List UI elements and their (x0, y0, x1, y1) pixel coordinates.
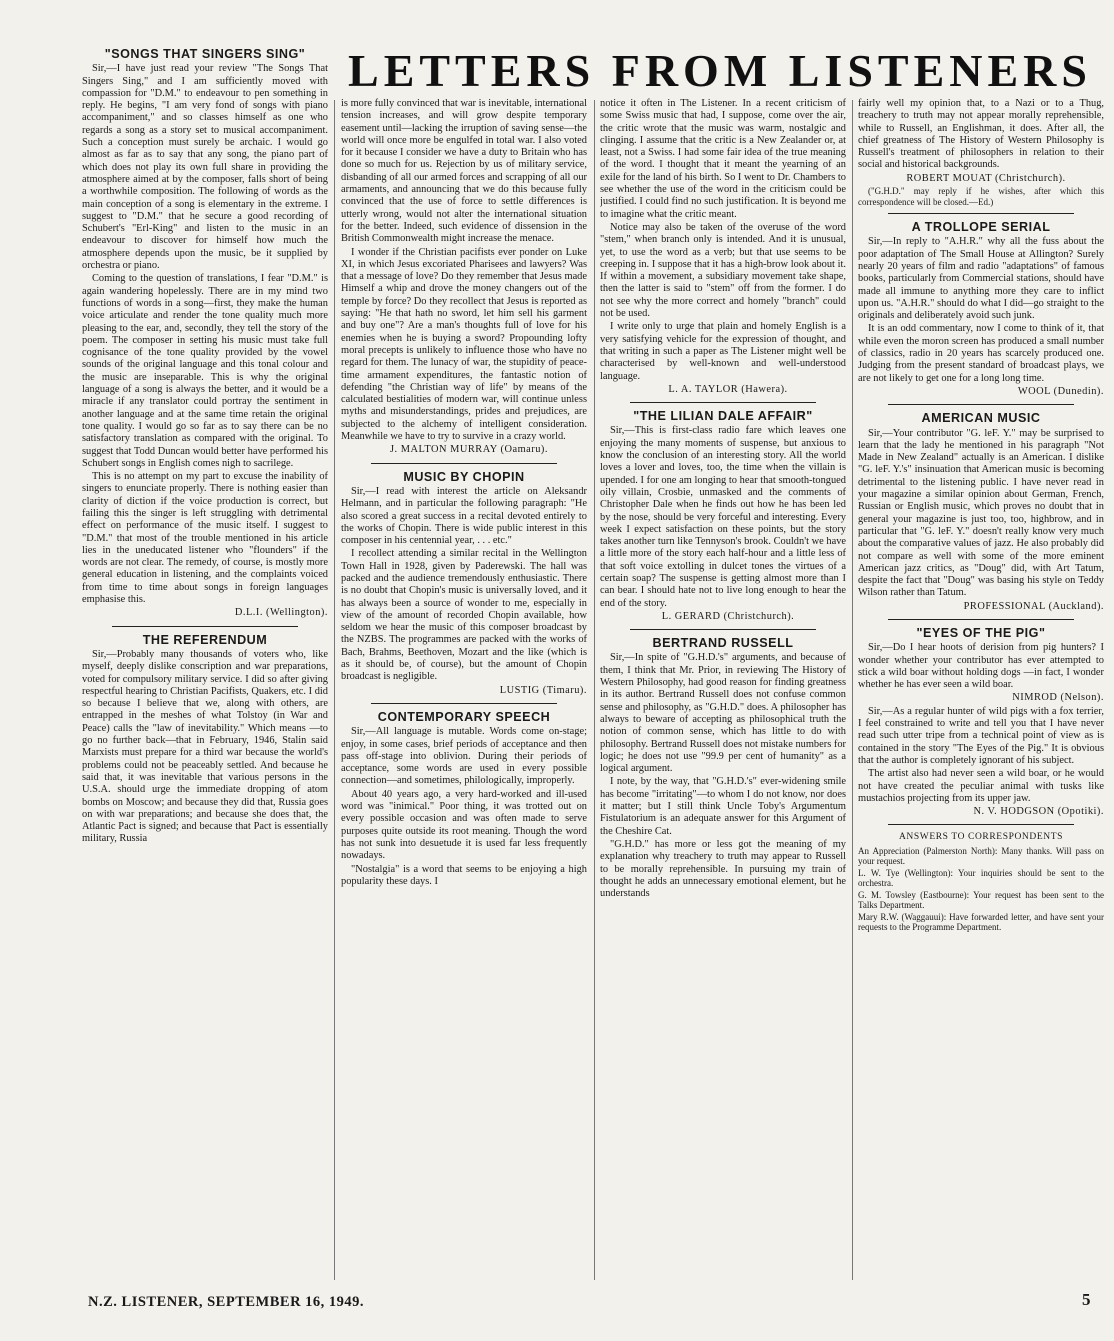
letter-paragraph: Sir,—As a regular hunter of wild pigs with a fox terrier, I feel constrained to write and tell you that I have never read such utter tripe from a technical point of view as is contained in the story "The Eyes of the Pig." It is obvious that the author is completely ignorant of his subject. (858, 705, 1104, 766)
column-3 (600, 98, 846, 1286)
section-rule (630, 629, 816, 630)
footer-issue-date: N.Z. LISTENER, SEPTEMBER 16, 1949. (88, 1294, 365, 1310)
letter-paragraph: I note, by the way, that "G.H.D.'s" ever-widening smile has become "irritating"—to whom I do not know, nor does it matter; but I still think Uncle Toby's Argumentum Fistulatorium is an adequate answer for this Argument of the Cheshire Cat. (600, 776, 846, 837)
letter-heading: CONTEMPORARY SPEECH (377, 709, 551, 724)
letter-signature: LUSTIG (Timaru). (499, 684, 587, 696)
column-divider (334, 100, 335, 1280)
answers-heading: ANSWERS TO CORRESPONDENTS (898, 832, 1064, 843)
answer-item: Mary R.W. (Waggauui): Have forwarded letter, and have sent your requests to the Programme Department. (858, 911, 1104, 933)
answer-item: G. M. Towsley (Eastbourne): Your request has been sent to the Talks Department. (858, 889, 1104, 911)
answer-item: L. W. Tye (Wellington): Your inquiries should be sent to the orchestra. (858, 867, 1104, 889)
letter-paragraph: I write only to urge that plain and homely English is a very satisfying vehicle for the expression of thought, and that writing in such a paper as The Listener might well be characterised by well-known and well-understood language. (600, 321, 846, 382)
letter-paragraph: I wonder if the Christian pacifists ever ponder on Luke XI, in which Jesus excoriated Pharisees and lawyers? Was that a message of love? Do they remember that Jesus made Himself a whip and drove the money changers out of the temple by force? Do they recollect that Jesus is reported as saying: "He that hath no sword, let him sell his garment and buy one"? Are a man's thoughts full of love for his enemies when he is buying a sword? Propounding lofty moral precepts is unlikely to influence those who have no regard for them. The lunacy of war, the stupidity of peace-time armament expenditures, the fantastic notion of defending "the Christian way of life" by means of the calculated bestialities of modern war, will continue unless myths and misunderstandings, prides and prejudices, are subjected to the alchemy of intelligent consideration. Meanwhile we have to try to survive in a crazy world. (341, 246, 587, 443)
letter-heading: BERTRAND RUSSELL (652, 636, 794, 651)
column-divider (594, 100, 595, 1280)
section-rule (630, 402, 816, 403)
section-rule (888, 619, 1074, 620)
letter-paragraph: Sir,—In spite of "G.H.D.'s" arguments, and because of them, I think that Mr. Prior, in reviewing The History of Western Philosophy, had good reason for finding greatness in its author. Bertrand Russell does not confuse common sense and philosophy, as "G.H.D." does. A philosopher has always to beware of accepting as philosophical truth the notion of common sense, which has little to do with philosophy. Bertrand Russell does not mistake numbers for logic; he does not use "99.9 per cent of humanity" as a logical argument. (600, 652, 846, 775)
letter-paragraph: Sir,—Your contributor "G. leF. Y." may be surprised to learn that the lady he mentioned in his paragraph "Not Made in New Zealand" actually is an American. I dislike "G. leF. Y.'s" insinuation that American music is becoming detrimental to the listening public. I have never read in your magazine a similar opinion about German, French, Russian or English music, which proves no doubt that in general your magazine is just too, too, highbrow, and in particular that "G. leF. Y." doesn't really know very much about the comparative values of jazz. He also probably did not compare as well with some of the more eminent American jazz critics, as "Doug" did, with Art Tatum, despite the fact that "Doug" was basing his style on Teddy Wilson rather than Tatum. (858, 427, 1104, 599)
letter-paragraph: Notice may also be taken of the overuse of the word "stem," when branch only is intended. And it is unusual, yet, to use the word as a verb; but that use seems to be creeping in. I suppose that it has a high-brow look about it. If within a movement, a subsidiary movement take shape, then the latter is said to "stem" off from the former. I do not see why the more correct and homely "branch" could not be used. (600, 221, 846, 320)
letter-signature: N. V. HODGSON (Opotiki). (973, 806, 1104, 818)
answer-item: An Appreciation (Palmerston North): Many thanks. Will pass on your request. (858, 845, 1104, 867)
letter-heading: "EYES OF THE PIG" (916, 625, 1046, 640)
letter-paragraph: I recollect attending a similar recital in the Wellington Town Hall in 1928, given by Paderewski. The hall was packed and the audience tremendously enthusiastic. There is no doubt that Chopin's music is universally loved, and it has always been a source of wonder to me, especially in view of the amount of recorded Chopin available, how seldom we hear the music of this composer broadcast by the NZBS. The programmes are packed with the works of Bach, Brahms, Beethoven, Mozart and the like (which is as it should be, of course), but the amount of Chopin broadcast is negligible. (341, 548, 587, 683)
letter-paragraph: Sir,—All language is mutable. Words come on-stage; enjoy, in some cases, brief periods of acceptance and then pass off-stage into oblivion. During their periods of acceptance, some words are used in every possible connection—and sometimes, philologically, improperly. (341, 726, 587, 787)
letter-paragraph: "Nostalgia" is a word that seems to be enjoying a high popularity these days. I (341, 863, 587, 887)
letter-paragraph: fairly well my opinion that, to a Nazi or to a Thug, treachery to truth may not appear morally reprehensible, while to Russell, an Englishman, it does. After all, the chief greatness of The History of Western Philosophy is Russell's treatment of philosophers in relation to their social and historical backgrounds. (858, 98, 1104, 171)
letter-paragraph: Sir,—This is first-class radio fare which leaves one enjoying the many moments of suspense, but anxious to know the conclusion of an interesting story. All the world loves a lover and loves, too, the time when the villain is upended. I for one am longing to hear that smooth-tongued oily villain, Crosbie, unmasked and the comments of Christopher Dale when he finds out how he has been led by the nose, should be very forceful and interesting. Every week I expect satisfaction on these points, but the story takes another turn like Tennyson's brook. Couldn't we have a little more of the story each half-hour and a little less of that soft voice extolling in dulcet tones the virtues of a certain soap? The suspense is getting almost more than I can bear. I should hate not to live long enough to hear the end of the story. (600, 425, 846, 609)
letter-paragraph: Sir,—In reply to "A.H.R." why all the fuss about the poor adaptation of The Small House at Allington? Surely nearly 20 years of film and radio "adaptations" of famous books, particularly from Commercial stations, should have made all immune to anything more they care to inflict upon us. "A.H.R." should do what I did—go straight to the originals and deliberately avoid such junk. (858, 236, 1104, 322)
column-2 (341, 98, 587, 1286)
letter-heading: MUSIC BY CHOPIN (403, 469, 525, 484)
masthead-title: LETTERS FROM LISTENERS (348, 45, 1092, 96)
letter-paragraph: "G.H.D." has more or less got the meaning of my explanation why treachery to truth may appear to Russell to be morally reprehensible. In pursuing my train of thought he adds an unnecessary emotional element, but he understands (600, 838, 846, 900)
footer-page-number: 5 (1082, 1290, 1091, 1309)
column-4 (858, 98, 1104, 1286)
letter-paragraph: About 40 years ago, a very hard-worked and ill-used word was "inimical." Poor thing, it was trotted out on every possible occasion and was often made to serve purposes quite outside its root meaning. Though the word has not sunk into desuetude it is used far less frequently nowadays. (341, 788, 587, 862)
letter-paragraph: notice it often in The Listener. In a recent criticism of some Swiss music that had, I suppose, come over the air, the critic wrote that the music was warm, nostalgic and clinging. I assume that the critic is a New Zealander or, at least, not a Swiss. I had some fair idea of the true meaning of the word. I thought that it meant the yearning of an exile for the land of his birth. So I went to Dr. Chambers to see whether the use of the word in the criticism could be justified. I could find no such justification. It is beyond me to imagine what the critic meant. (600, 98, 846, 220)
section-rule (112, 626, 298, 627)
section-rule (888, 404, 1074, 405)
letter-heading: A TROLLOPE SERIAL (911, 220, 1051, 235)
letter-paragraph: The artist also had never seen a wild boar, or he would not have created the peculiar animal with tusks like mustachios projecting from its upper jaw. (858, 768, 1104, 804)
column-divider (852, 100, 853, 1280)
letter-paragraph: is more fully convinced that war is inevitable, international tension increases, and will grow despite temporary easement until—lacking the irruption of saving sense—the world will once more be engulfed in total war. I also voted for it because I consider we have a duty to Britain who has done so much for us. Rejection by us of military service, disbanding of all our armed forces and scrapping of all our armaments, and announcing that we do this because fully convinced that the use of force to settle differences is utterly wrong, would not alter the international situation for the better. Indeed, such evidence of dissension in the British Commonwealth might increase the menace. (341, 98, 587, 245)
letter-signature: NIMROD (Nelson). (1012, 692, 1104, 704)
letter-signature: L. A. TAYLOR (Hawera). (668, 383, 788, 395)
letter-signature: ROBERT MOUAT (Christchurch). (906, 172, 1066, 184)
answers-list (858, 846, 1104, 933)
letter-heading: "THE LILIAN DALE AFFAIR" (633, 409, 813, 424)
section-rule (888, 213, 1074, 214)
letter-signature: D.L.I. (Wellington). (234, 607, 328, 619)
letter-paragraph: Sir,—Probably many thousands of voters who, like myself, deeply dislike conscription and war preparations, voted for compulsory military service. I did so after giving respectful hearing to Christian Pacifists, Quakers, etc. I did so because I believe that we, along with others, are entrapped in the meshes of what Tolstoy (in War and Peace) calls the "law of inevitability." Which means —to go no further back—that in February, 1946, Stalin said Marxists must prepare for a third war because the world's problems could not be peaceably settled. And because he said that, it was inevitable that various persons in the U.S.A. should urge the immediate dropping of atom bombs on Moscow; and because they did that, Russia goes on with war preparations; and because she does that, the Atlantic Pact is signed; and because that Pact is essentially military, Russia (82, 648, 328, 845)
letter-paragraph: This is no attempt on my part to excuse the inability of singers to enunciate properly. There is nothing easier than clarity of diction if the voice production is correct, but failing this the singer is left struggling with detrimental effect on performance of the music itself. I suggest to "D.M." that most of the trouble mentioned in his article lies in the uneducated listener who "flounders" if the words are not clear. The remedy, of course, is mostly more general education in listening, and the complaints voiced from time to time about songs in foreign languages emphasise this. (82, 471, 328, 606)
section-rule (371, 463, 557, 464)
letter-signature: PROFESSIONAL (Auckland). (963, 600, 1104, 612)
letter-paragraph: Sir,—I read with interest the article on Aleksandr Helmann, and in particular the following paragraph: "He also scored a great success in a recital devoted entirely to the works of Chopin. There is wide public interest in this composer in his centennial year, . . . etc." (341, 485, 587, 547)
letter-signature: L. GERARD (Christchurch). (661, 610, 795, 622)
editor-note: ("G.H.D." may reply if he wishes, after which this correspondence will be closed.—Ed.) (858, 186, 1104, 207)
section-rule (371, 703, 557, 704)
letter-signature: WOOL (Dunedin). (1017, 385, 1104, 397)
column-1 (82, 48, 328, 1286)
letter-paragraph: Coming to the question of translations, I fear "D.M." is again wandering hopelessly. There are in my mind two functions of words in a song—first, they make the human voice articulate and render the tone quality much more pleasing to the ear, and, secondly, they tell the story of the poem. The composer in setting his music must take full cognisance of the tone quality provided by the vowel sounds of the original language and this tonal colour and the music are inseparable. This is why the original language of a song is always the better, and it would be a miracle if any translator could portray the sentiment in another language and at the same time retain the original tone quality. I would go so far as to say there can be no satisfactory translation as compared with the original. To suggest that Todd Duncan would better have performed his Schubert songs in English comes nigh to sacrilege. (82, 273, 328, 469)
letter-heading: THE REFERENDUM (142, 632, 268, 647)
section-rule (888, 824, 1074, 825)
letter-paragraph: It is an odd commentary, now I come to think of it, that while even the moron screen has produced a small number of classics, radio in 20 years has scarcely produced one. Judging from the present standard of broadcast plays, we are not likely to get one for a long long time. (858, 323, 1104, 384)
letter-paragraph: Sir,—I have just read your review "The Songs That Singers Sing," and I am sufficiently moved with compassion for "D.M." to endeavour to pen something in reply. He begins, "I am very fond of songs with piano accompaniment," and so classes himself as one who regards a song as a story set to musical accompaniment. Such a conception must surely be archaic. I would go almost as far as to say that any song, the piano part of which does not play its own full share in providing the atmosphere aimed at by the composer, falls short of being a worthwhile composition. The following of words as the main conception of a song is elementary in the extreme. I suggest to "D.M." that he secure a good recording of Schubert's "Erl-King" and listen to the music in an endeavour to discover for himself how much the atmosphere depends upon the music, be it supplied by orchestra or piano. (82, 63, 328, 272)
letter-heading: AMERICAN MUSIC (921, 411, 1041, 426)
letter-heading: "SONGS THAT SINGERS SING" (104, 48, 306, 61)
letter-paragraph: Sir,—Do I hear hoots of derision from pig hunters? I wonder whether your contributor has ever attempted to stick a wild boar without holding dogs —in fact, I wonder whether he has ever seen a wild boar. (858, 642, 1104, 691)
letter-signature: J. MALTON MURRAY (Oamaru). (390, 444, 548, 456)
